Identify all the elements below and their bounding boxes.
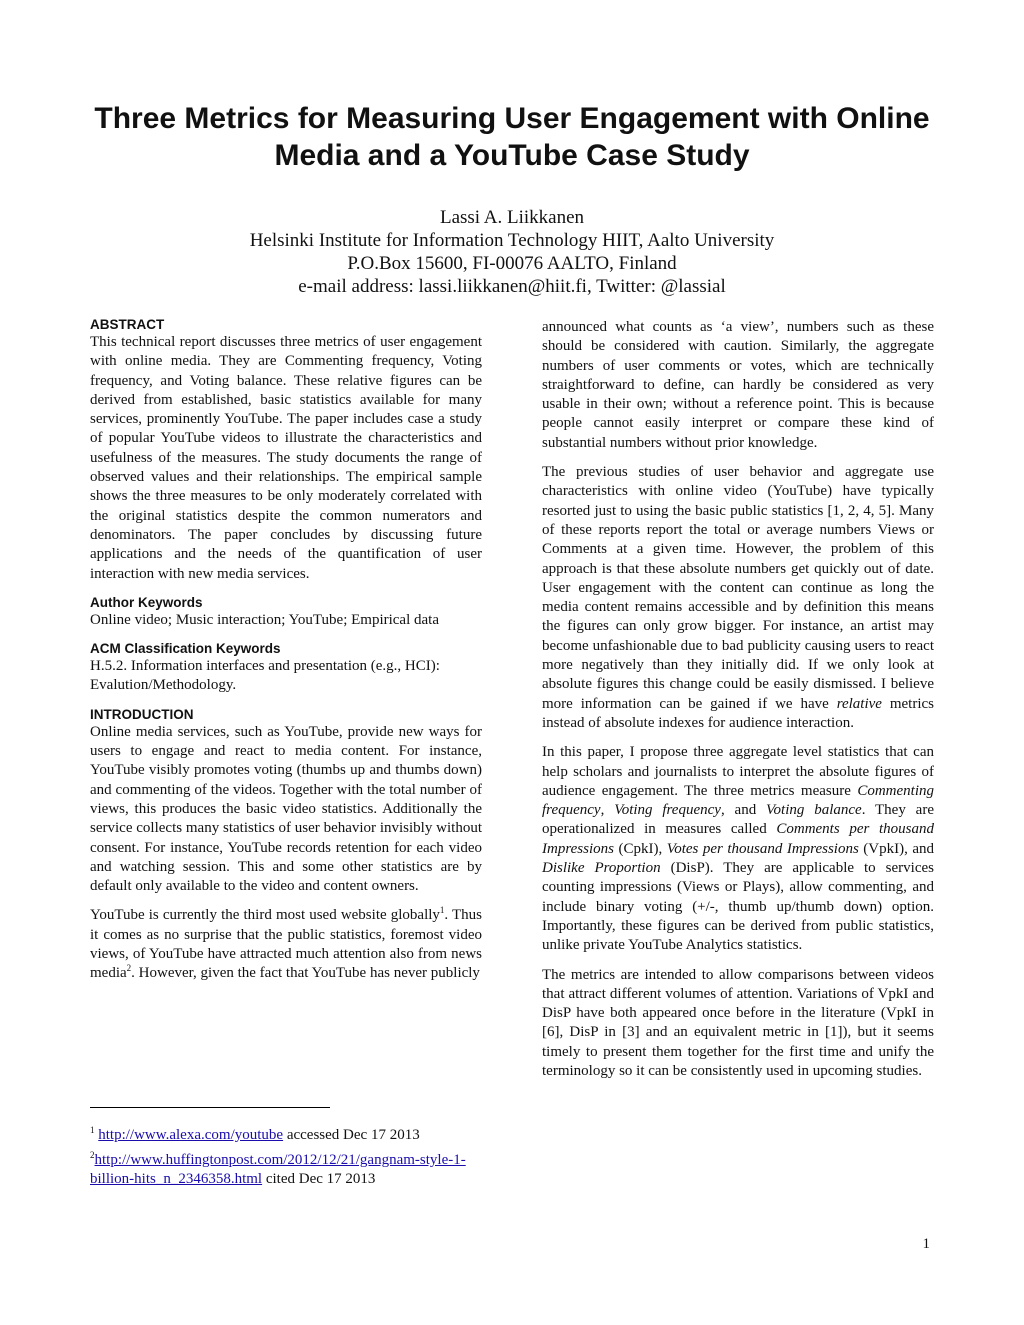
abstract-heading: ABSTRACT [90,317,165,332]
intro-p2-part-b: . Thus it comes as no surprise that the public statistics, foremost video views, of YouTube have attracted much attention also from news media [90,907,482,982]
measure-disp: Dislike Proportion [542,860,661,877]
introduction-paragraph-2 [90,906,482,983]
footnote-2-number: 2 [90,1150,95,1160]
footnotes [90,1126,482,1195]
introduction-section [90,706,482,984]
right-p3-sep-3: . They are operationalized in measures called [542,802,934,838]
right-paragraph-2 [542,463,934,733]
author-keywords-section [90,594,482,630]
abstract-text: This technical report discusses three metrics of user engagement with online media. They are Commenting frequency, Voting frequency, and Voting balance. These relative figures can be derived from established, basic statistics available for many services, prominently YouTube. The paper includes case a study of popular YouTube videos to illustrate the characteristics and usefulness of the measures. The study documents the range of observed values and their relationships. The empirical sample shows the three measures to be only moderately correlated with the original statistics despite the common numerators and denominators. The paper concludes by discussing future applications and the needs of the quantification of user interaction with new media services. [90,334,482,582]
footnote-ref-1[interactable]: 1 [439,905,445,916]
acm-section [90,640,482,696]
metric-voting-frequency: Voting frequency [614,802,721,819]
left-column [90,316,482,994]
footnote-ref-2[interactable]: 2 [126,963,132,974]
acm-heading: ACM Classification Keywords [90,641,281,657]
measure-cpki: Comments per thousand Impressions [542,821,934,857]
footnote-2-text: cited Dec 17 2013 [265,1171,376,1187]
author-block [60,206,964,298]
right-p3-sep-1: , [600,802,605,819]
right-paragraph-1: announced what counts as ‘a view’, numbers such as these should be considered with caution. Similarly, the aggregate numbers of user comments or votes, which are technically straightforward to define, can hardly be considered as very usable in their own; without a reference point. This is because people cannot easily interpret or compare these kind of substantial numbers without prior knowledge. [542,319,934,451]
footnote-1-number: 1 [90,1125,95,1135]
author-address: P.O.Box 15600, FI-00076 AALTO, Finland [347,253,677,274]
page-number: 1 [922,1236,930,1252]
footnote-2-link[interactable]: http://www.huffingtonpost.com/2012/12/21/gangnam-style-1-billion-hits_n_2346358.html [90,1152,466,1187]
author-affiliation: Helsinki Institute for Information Technology HIIT, Aalto University [249,230,775,251]
author-contact: e-mail address: lassi.liikkanen@hiit.fi, Twitter: @lassial [298,276,726,297]
right-p3-part-a: In this paper, I propose three aggregate level statistics that can help scholars and journalists to interpret the absolute figures of audience engagement. The three metrics measure [542,744,934,799]
author-name: Lassi A. Liikkanen [439,207,585,228]
introduction-paragraph-1: Online media services, such as YouTube, provide new ways for users to engage and react to media content. For instance, YouTube visibly promotes voting (thumbs up and thumbs down) and commenting of the videos. Together with the total number of views, this produces the basic video statistics. Additionally the service collects many statistics of user behavior invisibly without consent. For instance, YouTube records retention for each video and watching session. This and some other statistics are by default only available to the video and content owners. [90,723,482,895]
abstract-section [90,316,482,584]
footnote-2 [90,1151,482,1189]
right-p3-sep-4: (CpkI), [618,840,663,857]
intro-p2-part-a: YouTube is currently the third most used website globally [90,907,440,924]
right-paragraph-4: The metrics are intended to allow comparisons between videos that attract different volumes of attention. Variations of VpkI and DisP have both appeared once before in the literature (VpkI in [6], DisP in [3] and an equivalent metric in [1]), but it seems timely to present them together for the first time and unify the terminology so it can be consistently used in upcoming studies. [542,966,934,1079]
measure-vpki: Votes per thousand Impressions [666,840,859,857]
author-keywords-heading: Author Keywords [90,594,203,610]
right-p3-part-b: (DisP). They are applicable to services counting impressions (Views or Plays), allow commenting, and include binary voting (+/-, thumb up/thumb down) option. Importantly, these figures can be derived from public statistics, unlike private YouTube Analytics statistics. [542,860,934,954]
right-p2-part-b: metrics instead of absolute indexes for audience interaction. [542,695,934,731]
intro-p2-part-c: . However, given the fact that YouTube has never publicly [131,965,480,982]
right-p3-sep-2: , and [720,802,757,819]
footnote-divider [90,1107,330,1108]
right-p2-italic: relative [836,695,882,712]
metric-commenting-frequency: Commenting frequency [542,782,935,819]
acm-text: H.5.2. Information interfaces and presentation (e.g., HCI): Evalution/Methodology. [90,658,440,694]
right-p2-part-a: The previous studies of user behavior and aggregate use characteristics with online video (YouTube) have typically resorted just to using the basic public statistics [1, 2, 4, 5]. Many of these reports report the total or average numbers Views or Comments at a given time. However, the problem of this approach is that these absolute numbers get quickly out of date. User engagement with the content can continue as long the media content remains accessible and by definition this means the figures can only grow bigger. For instance, an artist may become unfashionable due to bad publicity causing users to react more negatively than they initially did. If we only look at absolute figures this change could be easily dismissed. I believe more information can be gained if we have [542,464,934,712]
introduction-heading: INTRODUCTION [90,706,194,722]
author-keywords-text: Online video; Music interaction; YouTube; Empirical data [90,611,439,628]
footnote-1 [90,1126,482,1145]
right-paragraph-3 [542,743,934,955]
right-p3-sep-5: (VpkI), and [863,840,935,857]
right-column [542,318,934,1091]
footnote-1-text: accessed Dec 17 2013 [286,1127,420,1143]
paper-title: Three Metrics for Measuring User Engagement with Online Media and a YouTube Case Study [94,102,930,172]
metric-voting-balance: Voting balance [766,802,862,819]
footnote-1-link[interactable]: http://www.alexa.com/youtube [98,1127,284,1143]
